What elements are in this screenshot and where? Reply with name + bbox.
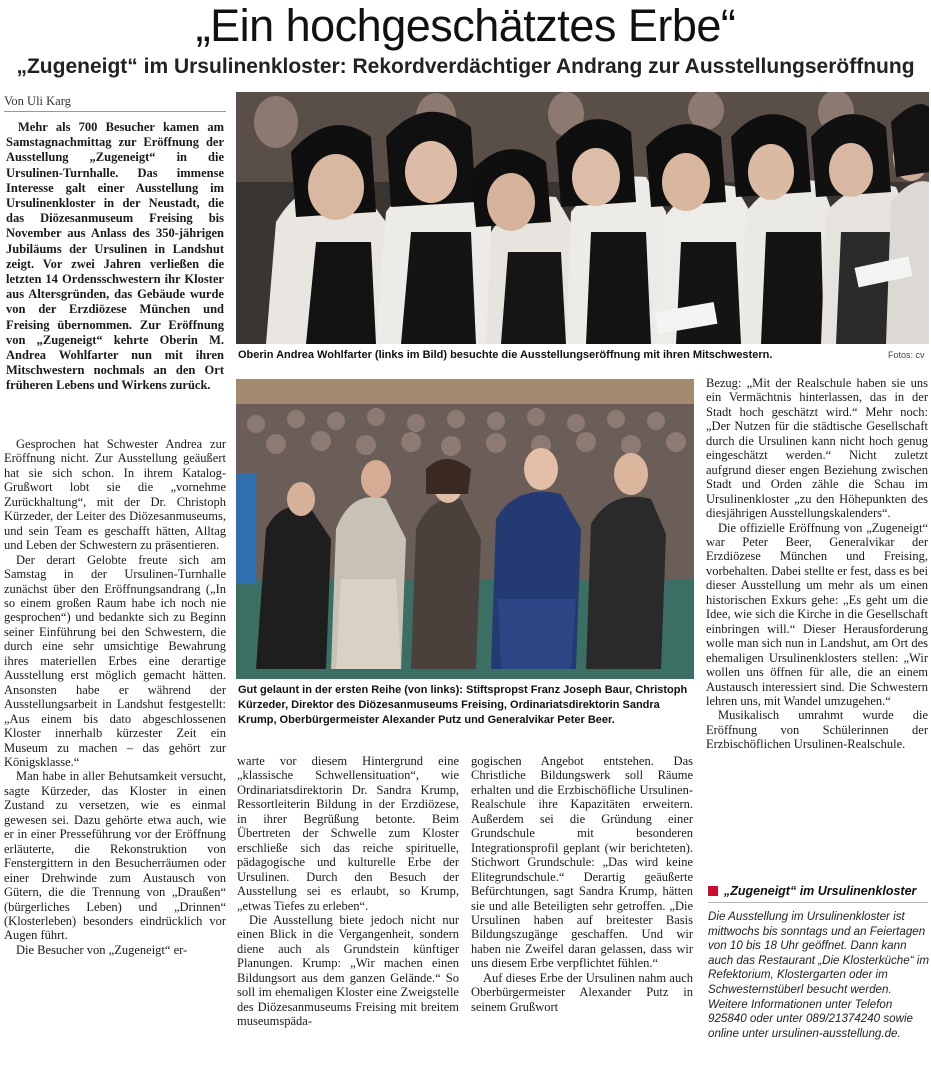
article-column-2 xyxy=(237,754,459,1029)
paragraph: Die Ausstellung biete jedoch nicht nur einen Blick in die Vergangenheit, sondern diene auch als Grundstein künftiger Planungen. Krump: „Wir machen einen Bildungsort aus dem ganzen Gelände.“ So soll im ehemaligen Kloster eine Zweigstelle des Diözesanmuseums Freising mit breitem museumspäda- xyxy=(237,912,459,1029)
caption-nuns: Oberin Andrea Wohlfarter (links im Bild) besuchte die Ausstellungseröffnung mit ihren Mitschwestern. xyxy=(238,349,773,361)
photo-front-row-illustration xyxy=(236,379,694,679)
infobox-body: Die Ausstellung im Ursulinenkloster ist mittwochs bis sonntags und an Feiertagen von 10 bis 18 Uhr geöffnet. Dann kann auch das Restaurant „Die Klosterküche“ im Refektorium, Klostergarten oder im Schwesternstüberl besucht werden. Weitere Informationen unter Telefon 925840 oder unter 089/21374240 sowie online unter ursulinen-ausstellung.de. xyxy=(708,910,930,1040)
paragraph: Man habe in aller Behutsamkeit versucht, sagte Kürzeder, das Kloster in einen Zustand zu versetzen, wie es einmal gewesen sei. Dazu gehörte etwa auch, wie er in einer Presseführung vor der Eröffnung erläuterte, die Rekonstruktion von Fenstergittern in den Besucherräumen oder einer Drehwinde zum Austausch von Gütern, die die Trennung von „Draußen“ (bürgerliches Leben) und „Drinnen“ (Klosterleben) besonders eindrücklich vor Augen führt. xyxy=(4,769,226,943)
subheadline: „Zugeneigt“ im Ursulinenkloster: Rekordverdächtiger Andrang zur Ausstellungseröffnung xyxy=(16,55,915,78)
infobox-title xyxy=(708,884,928,903)
photo-credit: Fotos: cv xyxy=(888,350,925,360)
photo-nuns-illustration xyxy=(236,92,929,344)
article-column-3 xyxy=(471,754,693,1014)
infobox-title-text: „Zugeneigt“ im Ursulinenkloster xyxy=(724,884,917,898)
byline: Von Uli Karg xyxy=(4,93,226,112)
photo-front-row xyxy=(236,379,694,679)
paragraph: gogischen Angebot entstehen. Das Christliche Bildungswerk soll Räume erhalten und die Erzbischöfliche Ursulinen-Realschule ihre Kapazitäten erweitern. Außerdem sei die Gründung einer Grundschule mit besonderen Integrationsprofil geplant (wir berichteten). Stichwort Grundschule: „Das wird keine Elitegrundschule.“ Derartig geäußerte Befürchtungen, sagt Sandra Krump, hätten sie und alle Beteiligten sehr getroffen. „Die Ursulinen haben auf breitester Basis Bildungszugänge geschaffen. Und wir haben nie Zweifel daran gelassen, dass wir uns diesem Erbe verpflichtet fühlen.“ xyxy=(471,754,693,971)
lead-paragraph: Mehr als 700 Besucher kamen am Samstagnachmittag zur Eröffnung der Ausstellung „Zugeneigt“ in die Ursulinen-Turnhalle. Das immense Interesse galt einer Ausstellung im Ursulinenkloster in der Neustadt, die das Diözesanmuseum Freising bis November aus Anlass des 350-jährigen Jubiläums der Ursulinen in Landshut zeigt. Vor zwei Jahren verließen die letzten 14 Ordensschwestern ihr Kloster aus Altersgründen, das Gebäude wurde von der Erzdiözese München und Freising übernommen. Zur Eröffnung von „Zugeneigt“ kehrte Oberin M. Andrea Wohlfarter nun mit ihren Mitschwestern nochmals an den Ort früheren Lebens und Wirkens zurück. xyxy=(6,120,224,393)
paragraph: Die offizielle Eröffnung von „Zugeneigt“ war Peter Beer, Generalvikar der Erzdiözese München und Freising, vorbehalten. Dabei stellte er fest, dass es bei dieser Ausstellung um mehr als um einen historischen Exkurs gehe: „Es geht um die Idee, wie sich die Kirche in die Gesellschaft einbringen will.“ Dieser Herausforderung wolle man sich nun in Landshut, am Ort des ehemaligen Ursulinenklosters stellen: „Wir wollen uns öffnen für alle, die an einem Austausch interessiert sind. Die Schwestern lehren uns, mit Wandel umzugehen.“ xyxy=(706,520,928,708)
article-column-4 xyxy=(706,376,928,752)
caption-front-row: Gut gelaunt in der ersten Reihe (von links): Stiftspropst Franz Joseph Baur, Christoph Kürzeder, Direktor des Diözesanmuseums Freising, Ordinariatsdirektorin Sandra Krump, Oberbürgermeister Alexander Putz und Generalvikar Peter Beer. xyxy=(238,684,688,726)
paragraph: warte vor diesem Hintergrund eine „klassische Schwellensituation“, wie Ordinariatsdirektorin Dr. Sandra Krump, Ressortleiterin Bildung in der Erzdiözese, in ihrer Begrüßung betonte. Beim Übertreten der Schwelle zum Kloster erschließe sich das reiche spirituelle, pädagogische und kulturelle Erbe der Ursulinen. Durch den Besuch der Ausstellung sei es erlaubt, so Krump, „etwas Tiefes zu erleben“. xyxy=(237,754,459,913)
paragraph: Bezug: „Mit der Realschule haben sie uns ein Vermächtnis hinterlassen, das in der Stadt hoch geschätzt wird.“ Mehr noch: „Der Nutzen für die städtische Gesellschaft durch die Ursulinen kann nicht hoch genug eingeschätzt werden.“ Nicht zuletzt aufgrund dieser engen Beziehung zwischen Stadt und Orden zähle die Schau im Ursulinenkloster „zu den Höhepunkten des diesjährigen Ausstellungskalenders“. xyxy=(706,376,928,521)
photo-nuns xyxy=(236,92,929,344)
paragraph: Gesprochen hat Schwester Andrea zur Eröffnung nicht. Zur Ausstellung geäußert hat sie sich schon. In ihrem Katalog-Grußwort lobt sie die „vornehme Zurückhaltung“, mit der Dr. Christoph Kürzeder, der Leiter des Diözesanmuseums, und sein Team es geschafft hätten, Alltag und Leben der Schwestern zu präsentieren. xyxy=(4,437,226,553)
red-square-icon xyxy=(708,886,718,896)
paragraph: Die Besucher von „Zugeneigt“ er- xyxy=(16,942,188,957)
paragraph: Der derart Gelobte freute sich am Samstag in der Ursulinen-Turnhalle zunächst über den Eröffnungsandrang („In so einem großen Raum habe ich noch nie gesprochen“) und bedankte sich zu Beginn seiner Einführung bei den Schwestern, die durch eine sehr umsichtige Bewahrung ihres materiellen Erbes eine derartige Ausstellung erst möglich gemacht hätten. Ansonsten habe er während der Ausstellungsarbeit in Landshut festgestellt: „Aus einem bis dato abgeschlossenen Kloster innerhalb kürzester Zeit ein Museum zu machen – das gehört zur Königsklasse.“ xyxy=(4,552,226,769)
headline: „Ein hochgeschätztes Erbe“ xyxy=(195,0,736,51)
article-column-1 xyxy=(4,437,226,957)
paragraph: Musikalisch umrahmt wurde die Eröffnung von Schülerinnen der Erzbischöflichen Ursulinen-Realschule. xyxy=(706,708,928,752)
paragraph: Auf dieses Erbe der Ursulinen nahm auch Oberbürgermeister Alexander Putz in seinem Grußwort xyxy=(471,970,693,1014)
